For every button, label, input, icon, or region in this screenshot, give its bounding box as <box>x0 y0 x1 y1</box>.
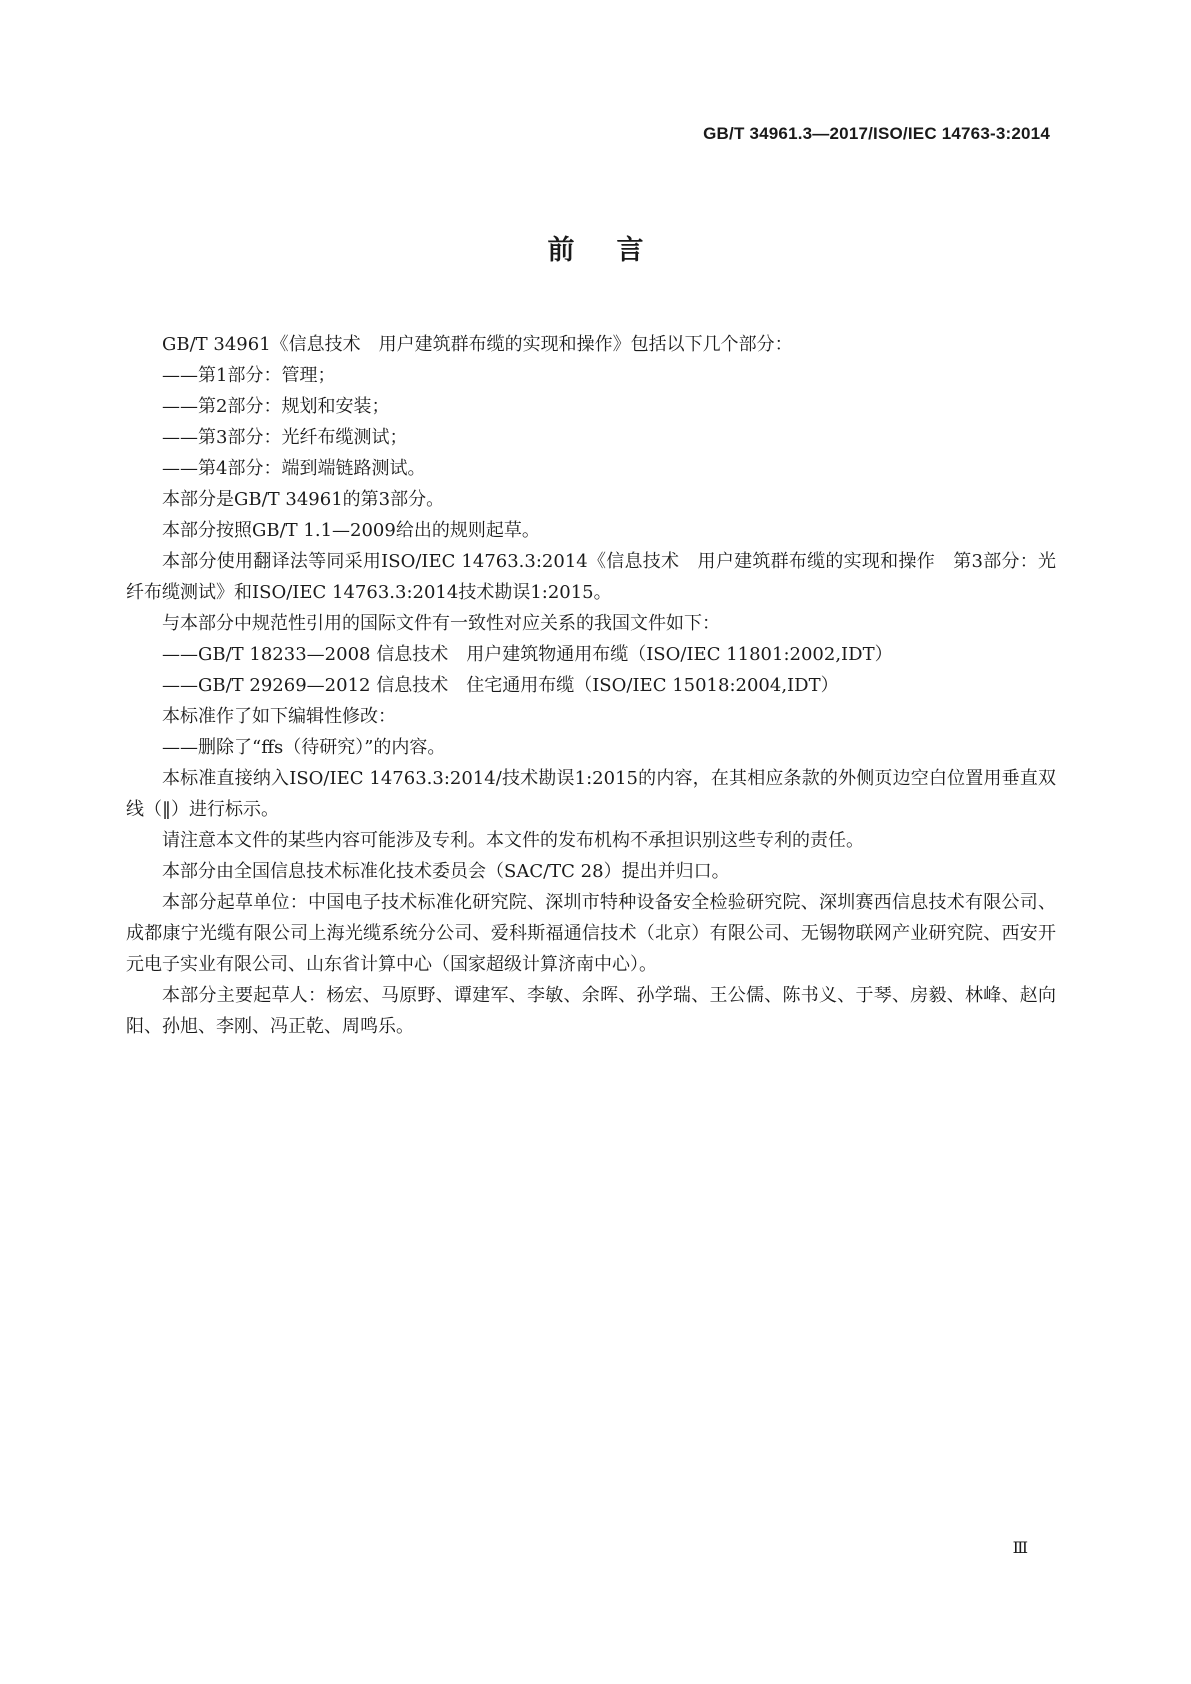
paragraph-proposer: 本部分由全国信息技术标准化技术委员会（SAC/TC 28）提出并归口。 <box>162 861 730 882</box>
paragraph-parts-intro: GB/T 34961《信息技术 用户建筑群布缆的实现和操作》包括以下几个部分： <box>162 334 793 355</box>
list-item-editorial-1: ——删除了“ffs（待研究）”的内容。 <box>162 737 446 758</box>
paragraph-patent-notice: 请注意本文件的某些内容可能涉及专利。本文件的发布机构不承担识别这些专利的责任。 <box>162 830 864 851</box>
paragraph-corrigendum: 本标准直接纳入ISO/IEC 14763.3:2014/技术勘误1:2015的内容，在其相应条款的外侧页边空白位置用垂直双线（‖）进行标示。 <box>126 768 1056 820</box>
paragraph-adoption: 本部分使用翻译法等同采用ISO/IEC 14763.3:2014《信息技术 用户建筑群布缆的实现和操作 第3部分：光纤布缆测试》和ISO/IEC 14763.3:2014技术勘误1:2015。 <box>126 551 1056 603</box>
list-item-part-3: ——第3部分：光纤布缆测试； <box>162 427 408 448</box>
paragraph-editorial-intro: 本标准作了如下编辑性修改： <box>162 706 396 727</box>
paragraph-drafters: 本部分主要起草人：杨宏、马原野、谭建军、李敏、余晖、孙学瑞、王公儒、陈书义、于琴、房毅、林峰、赵向阳、孙旭、李刚、冯正乾、周鸣乐。 <box>126 985 1056 1037</box>
paragraph-drafting-rules: 本部分按照GB/T 1.1—2009给出的规则起草。 <box>162 520 540 541</box>
list-item-part-2: ——第2部分：规划和安装； <box>162 396 390 417</box>
page-number: Ⅲ <box>1012 1538 1027 1557</box>
list-item-part-4: ——第4部分：端到端链路测试。 <box>162 458 426 479</box>
paragraph-references-intro: 与本部分中规范性引用的国际文件有一致性对应关系的我国文件如下： <box>162 613 720 634</box>
page-title: 前言 <box>547 235 686 266</box>
list-item-reference-1: ——GB/T 18233—2008 信息技术 用户建筑物通用布缆（ISO/IEC 11801:2002,IDT） <box>162 644 893 665</box>
foreword-body <box>126 329 1056 1042</box>
list-item-reference-2: ——GB/T 29269—2012 信息技术 住宅通用布缆（ISO/IEC 15018:2004,IDT） <box>162 675 839 696</box>
paragraph-part-statement: 本部分是GB/T 34961的第3部分。 <box>162 489 445 510</box>
standard-id-header: GB/T 34961.3—2017/ISO/IEC 14763-3:2014 <box>703 124 1050 143</box>
list-item-part-1: ——第1部分：管理； <box>162 365 336 386</box>
paragraph-drafting-units: 本部分起草单位：中国电子技术标准化研究院、深圳市特种设备安全检验研究院、深圳赛西信息技术有限公司、成都康宁光缆有限公司上海光缆系统分公司、爱科斯福通信技术（北京）有限公司、无锡物联网产业研究院、西安开元电子实业有限公司、山东省计算中心（国家超级计算济南中心）。 <box>126 892 1056 975</box>
